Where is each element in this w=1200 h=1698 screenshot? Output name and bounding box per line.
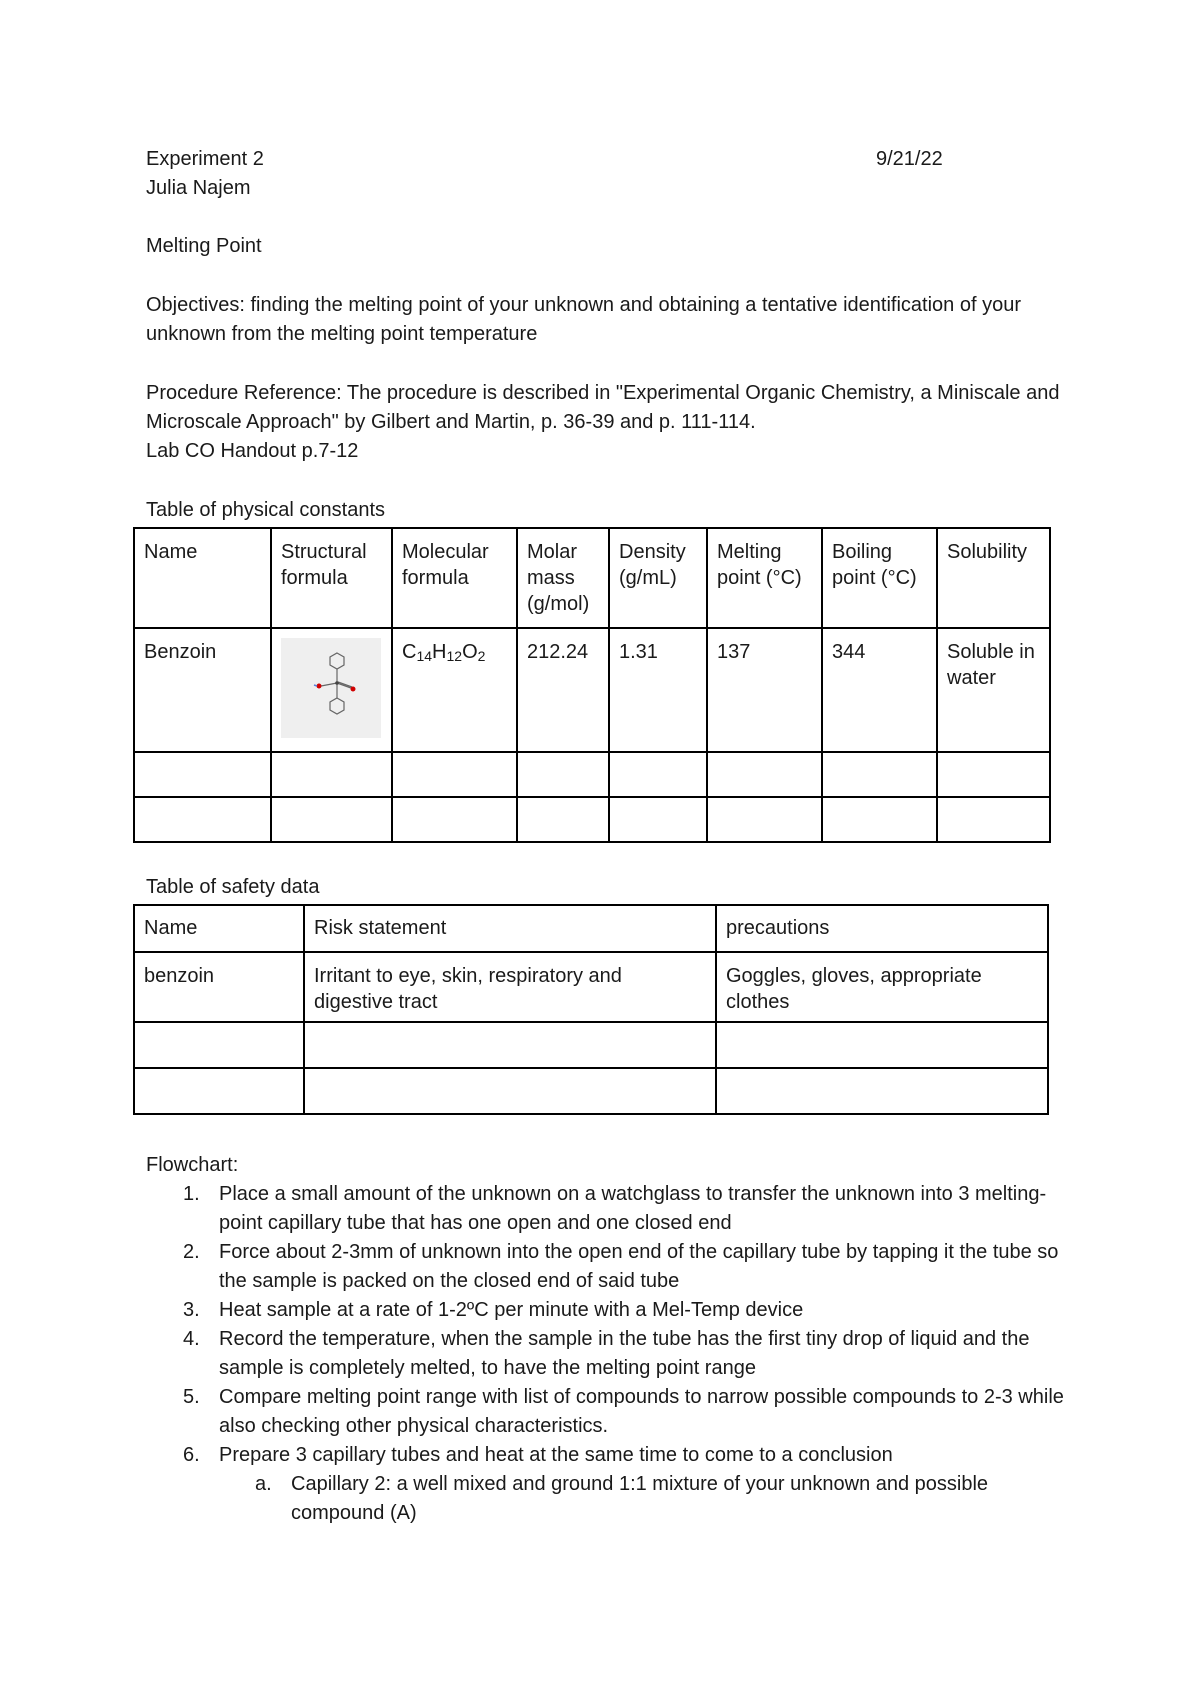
safety-table [133, 904, 1049, 1115]
structural-formula-cell [271, 628, 392, 752]
physical-constants-caption: Table of physical constants [146, 499, 386, 521]
experiment-label: Experiment 2 [146, 148, 264, 170]
author-name: Julia Najem [146, 177, 251, 199]
procedure-reference-text: Procedure Reference: The procedure is described in "Experimental Organic Chemistry, a Miniscale and Microscale Approach" by Gilbert and Martin, p. 36-39 and p. 111-114. [146, 382, 1060, 433]
header-cell: Molecular formula [392, 528, 517, 628]
safety-caption: Table of safety data [146, 876, 320, 898]
solubility: Soluble in water [937, 628, 1050, 752]
header-cell: Risk statement [304, 905, 716, 952]
table-row [134, 628, 1050, 752]
benzoin-structure-image [281, 638, 381, 738]
list-subitem: a. Capillary 2: a well mixed and ground 1:1 mixture of your unknown and possible compound (A) [255, 1473, 989, 1524]
empty-row [134, 1022, 1048, 1068]
empty-row [134, 797, 1050, 842]
density: 1.31 [609, 628, 707, 752]
safety-compound-name: benzoin [134, 952, 304, 1022]
compound-name: Benzoin [134, 628, 271, 752]
page-title: Melting Point [146, 235, 262, 257]
risk-statement: Irritant to eye, skin, respiratory and digestive tract [304, 952, 716, 1022]
list-item: 5. Compare melting point range with list of compounds to narrow possible compounds to 2-3 while also checking other physical characteristics. [183, 1386, 1064, 1437]
lab-handout-text: Lab CO Handout p.7-12 [146, 440, 359, 462]
list-item: 3. Heat sample at a rate of 1-2ºC per minute with a Mel-Temp device [183, 1299, 804, 1321]
list-item: 1. Place a small amount of the unknown on a watchglass to transfer the unknown into 3 melting-point capillary tube that has one open and one closed end [183, 1183, 1047, 1234]
header-cell: Solubility [937, 528, 1050, 628]
list-item: 2. Force about 2-3mm of unknown into the open end of the capillary tube by tapping it the tube so the sample is packed on the closed end of said tube [183, 1241, 1059, 1292]
melting-point: 137 [707, 628, 822, 752]
table-row [134, 952, 1048, 1022]
header-cell: Density (g/mL) [609, 528, 707, 628]
objectives-text: Objectives: finding the melting point of your unknown and obtaining a tentative identification of your unknown from the melting point temperature [146, 294, 1021, 345]
precautions: Goggles, gloves, appropriate clothes [716, 952, 1048, 1022]
header-cell: Name [134, 528, 271, 628]
flowchart-steps [146, 1180, 1066, 1528]
header-cell: precautions [716, 905, 1048, 952]
list-item: 4. Record the temperature, when the sample in the tube has the first tiny drop of liquid and the sample is completely melted, to have the melting point range [183, 1328, 1030, 1379]
header-cell: Structural formula [271, 528, 392, 628]
table-header-row [134, 905, 1048, 952]
flowchart-section [146, 1151, 1066, 1528]
boiling-point: 344 [822, 628, 937, 752]
empty-row [134, 752, 1050, 797]
list-item: 6. Prepare 3 capillary tubes and heat at the same time to come to a conclusion [183, 1444, 893, 1466]
date-label: 9/21/22 [876, 148, 943, 170]
table-header-row [134, 528, 1050, 628]
header-cell: Name [134, 905, 304, 952]
molecular-formula: $C_{14}H_{12}O_2$ [392, 628, 517, 752]
header-cell: Molar mass (g/mol) [517, 528, 609, 628]
empty-row [134, 1068, 1048, 1114]
header-cell: Melting point (°C) [707, 528, 822, 628]
header-cell: Boiling point (°C) [822, 528, 937, 628]
molar-mass: 212.24 [517, 628, 609, 752]
flowchart-title: Flowchart: [146, 1154, 239, 1176]
physical-constants-table [133, 527, 1051, 843]
